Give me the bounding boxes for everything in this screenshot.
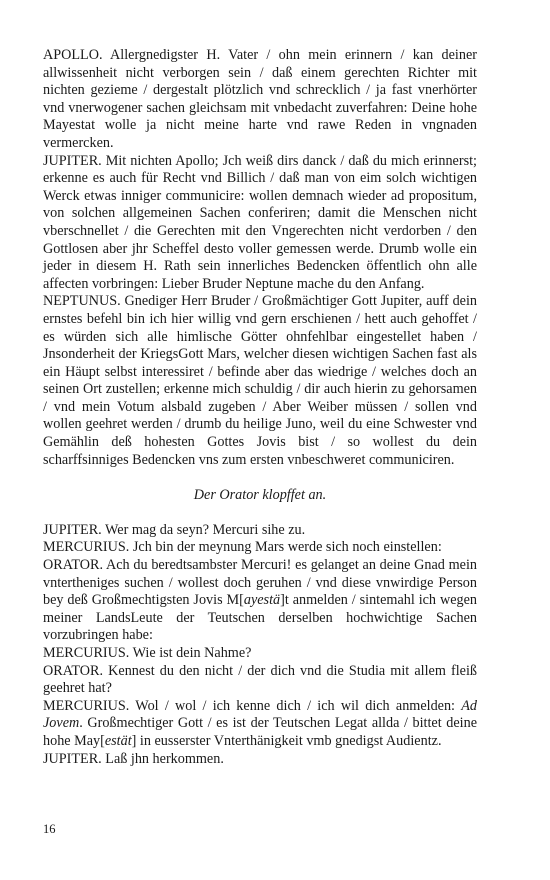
page-number: 16 <box>43 822 56 836</box>
speech-text: . Großmechtiger Gott / es ist der Teutschen Legat allda / bittet deine hohe May[ <box>43 715 477 749</box>
speech-text: Allergnedigster H. Vater / ohn mein erinnern / kan deiner allwissenheit nicht verborgen sein / daß einem gerechten Richter mit nichten gezieme / dergestalt plötzlich vnd schrecklich / ja fast vnerhörter vnd vnerwogener sachen gleichsam mit vnbedacht zuverfahren: Deine hohe Mayestat wolle ja nicht meine harte vnd rawe Reden in vngnaden vermercken. <box>43 47 477 151</box>
speech-mercurius-1: MERCURIUS. Jch bin der meynung Mars werde sich noch einstellen: <box>43 539 442 556</box>
speech-mercurius-2: MERCURIUS. Wie ist dein Nahme? <box>43 645 252 661</box>
speech-text: ORATOR. Ach du beredtsambster Mercuri! es gelanget an deine Gnad mein vntertheniges suchen / wollest doch geruhen / vnd diese vnwirdige Person bey deß Großmechtigsten Jovis M[ <box>43 557 477 609</box>
speech-text: ]t anmelden / sintemahl ich wegen meiner LandsLeute der Teutschen derselben hochwichtige Sachen vorzubringen habe: <box>43 592 477 644</box>
speech-neptunus <box>43 293 477 469</box>
speech-text: MERCURIUS. Wol / wol / ich kenne dich / ich wil dich anmelden: <box>43 697 462 714</box>
speaker-name: APOLLO. <box>43 47 103 63</box>
speech-jupiter <box>43 153 477 294</box>
dialogue-block-top <box>43 47 477 469</box>
speech-text: ] in eusserster Vnterthänigkeit vmb gnedigst Audientz. <box>131 732 442 749</box>
editorial-insertion: ayestä <box>243 592 281 609</box>
speech-text: Mit nichten Apollo; Jch weiß dirs danck / daß du mich erinnerst; erkenne es auch für Recht vnd Billich / daß man von eim solch wichtigen Werck etwas inniger communicire: wollen demnach wieder ad propositum, von solchen allgemeinen Sachen conferiren; damit die Menschen nicht vberschnellet / die Gerechten mit den Vngerechten nicht verdorben / den Gottlosen aber jhr Scheffel desto voller gemessen werde. Drumb wolle ein jeder in diesem H. Rath sein innerliches Bedencken öffentlich ohn alle affecten vorbringen: Lieber Bruder Neptune mache du den Anfang. <box>43 152 477 292</box>
speaker-name: JUPITER. <box>43 152 102 169</box>
dialogue-block-bottom <box>43 522 477 768</box>
document-page <box>43 47 477 768</box>
stage-direction: Der Orator klopffet an. <box>193 487 327 504</box>
speech-jupiter-2: JUPITER. Wer mag da seyn? Mercuri sihe zu. <box>43 521 306 538</box>
speech-orator-2: ORATOR. Kennest du den nicht / der dich vnd die Studia mit allem fleiß geehret hat? <box>43 662 477 697</box>
speech-mercurius-3 <box>43 698 477 751</box>
speech-jupiter-3: JUPITER. Laß jhn herkommen. <box>43 750 224 767</box>
speech-apollo <box>43 47 477 153</box>
speaker-name: NEPTUNUS. <box>43 293 121 310</box>
editorial-insertion: estät <box>104 732 132 749</box>
speech-text: Gnediger Herr Bruder / Großmächtiger Gott Jupiter, auff dein ernstes befehl bin ich hier willig vnd gern erschienen / hett auch gehoffet / es würden sich alle himlische Götter ohnfehlbar eingestellet haben / Jnsonderheit der KriegsGott Mars, welcher diesen wichtigen Sachen fast als ein Häupt selbst interessiret / befinde aber das wiedrige / welches doch an seinen Ort zustellen; erkenne mich schuldig / dir auch hierin zu gehorsamen / vnd mein Votum alsbald zugeben / Aber Weiber müssen / sollen vnd wollen geehret werden / drumb du heilige Juno, weil du eine Schwester vnd Gemählin deß hohesten Gottes Jovis bist / so wollest du dein scharffsinniges Bedencken vns zum ersten vnbeschweret communiciren. <box>43 293 477 468</box>
aside-direction: Ad Jovem <box>43 697 477 732</box>
speech-orator-1 <box>43 557 477 645</box>
